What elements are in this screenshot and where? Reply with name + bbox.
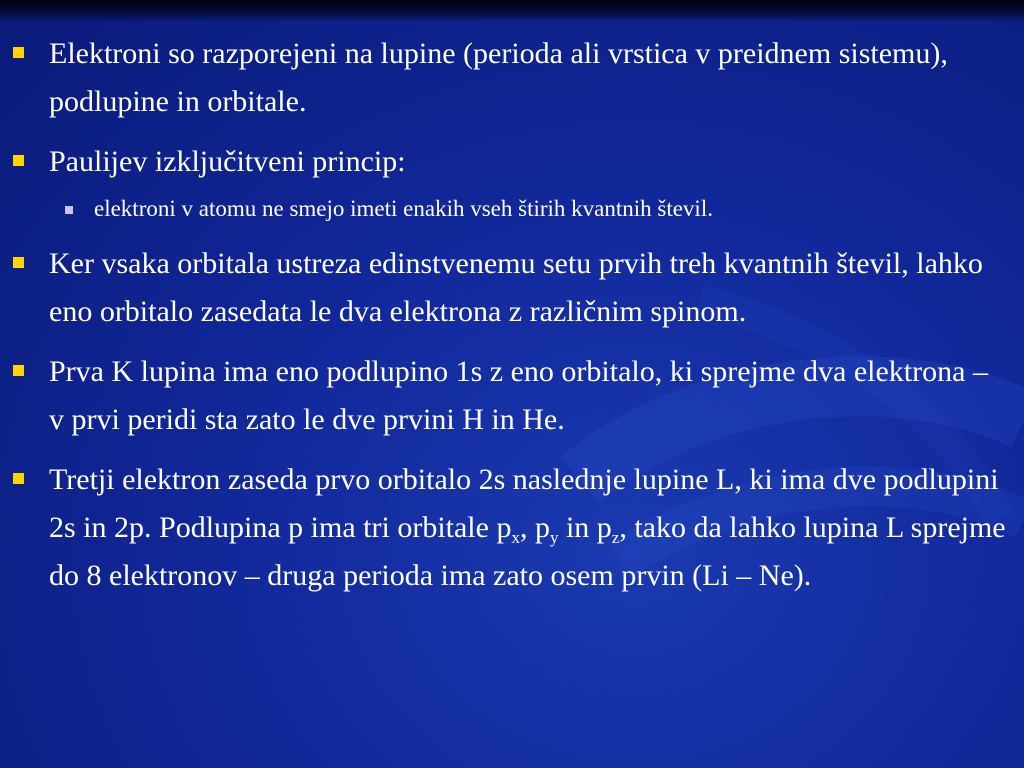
slide-body [0,30,1024,612]
bullet-text: Ker vsaka orbitala ustreza edinstvenemu setu prvih treh kvantnih števil, lahko eno orbitalo zasedata le dva elektrona z različnim spinom. [49,247,983,328]
bullet-item [0,348,1024,444]
subscript-z: z [611,528,620,547]
bullet-text-part: , p [519,511,550,544]
square-bullet-icon [13,473,24,484]
square-bullet-icon [13,257,24,268]
bullet-item [0,240,1024,336]
bullet-text [49,463,1006,592]
subscript-y: y [549,528,559,547]
square-bullet-icon [13,47,24,58]
sub-bullet-item [0,192,1024,226]
bullet-text-part: in p [558,511,612,544]
bullet-text: Paulijev izključitveni princip: [49,145,406,178]
bullet-item [0,456,1024,600]
subscript-x: x [511,528,520,547]
bullet-item [0,30,1024,126]
bullet-text: Elektroni so razporejeni na lupine (perioda ali vrstica v preidnem sistemu), podlupine in orbitale. [49,37,948,118]
bullet-item [0,138,1024,186]
square-bullet-icon [13,365,24,376]
bullet-text-part: Tretji elektron zaseda prvo orbitalo 2s naslednje lupine L, ki ima dve podlupini 2s in 2p. Podlupina p ima tri orbitale p [49,463,999,544]
square-sub-bullet-icon [65,206,73,214]
sub-bullet-text: elektroni v atomu ne smejo imeti enakih vseh štirih kvantnih števil. [94,196,713,221]
bullet-text-part: , tako da lahko lupina L sprejme do 8 elektronov – druga perioda ima zato osem prvin (Li – Ne). [49,511,1006,592]
bullet-text: Prva K lupina ima eno podlupino 1s z eno orbitalo, ki sprejme dva elektrona – v prvi peridi sta zato le dve prvini H in He. [49,355,988,436]
square-bullet-icon [13,155,24,166]
